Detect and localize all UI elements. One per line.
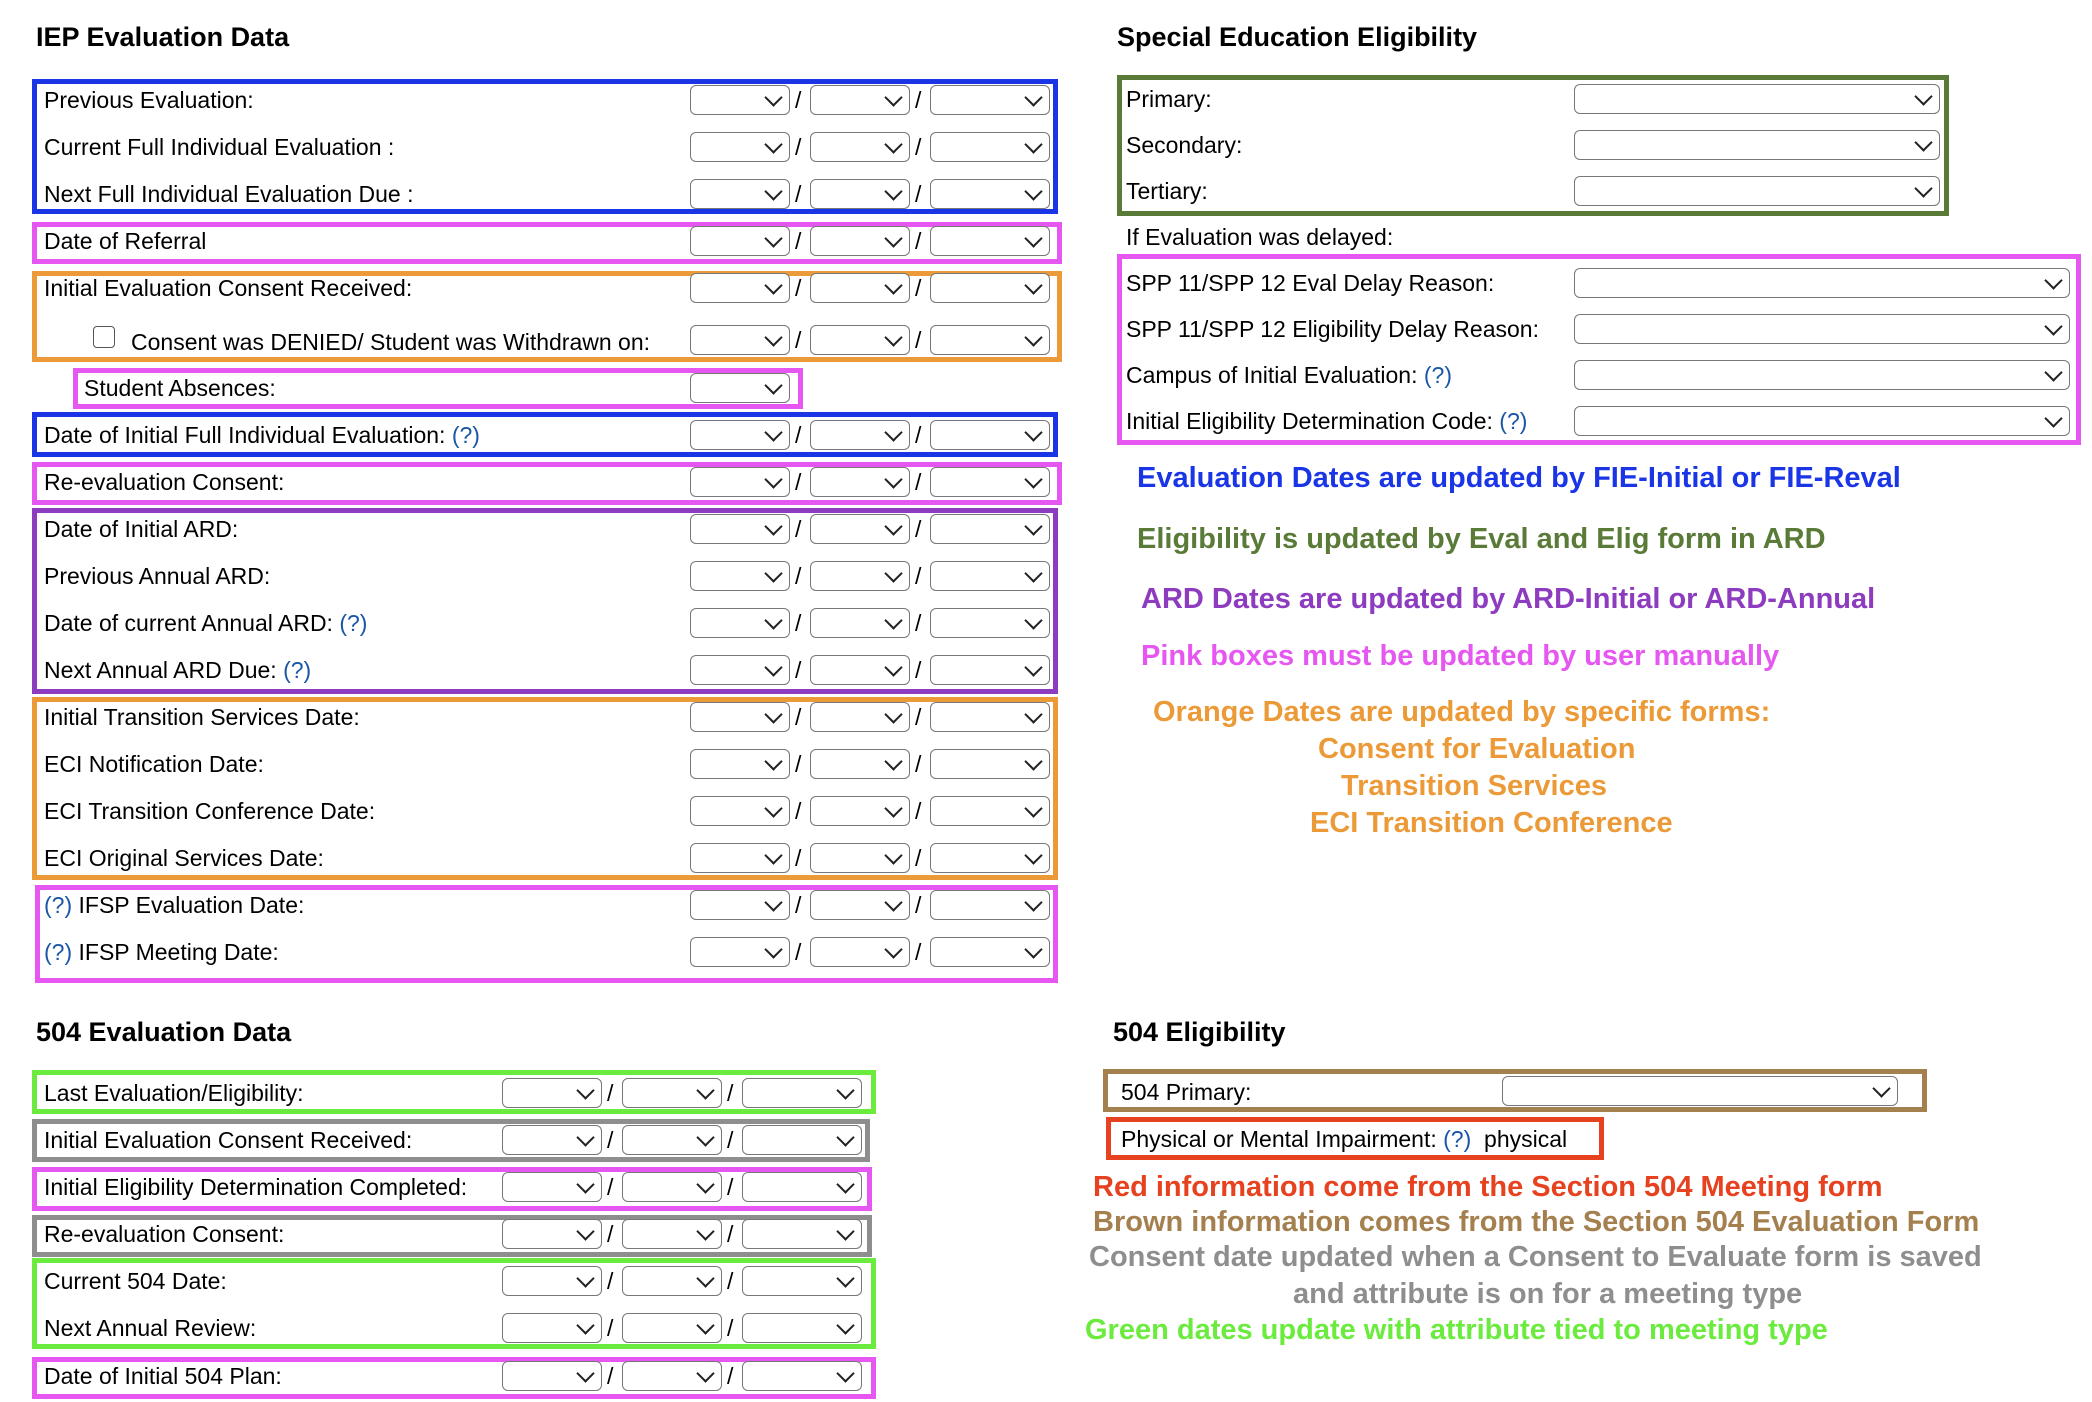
chevron-down-icon — [884, 658, 902, 676]
chevron-down-icon — [884, 276, 902, 294]
ifsp-meeting-text: IFSP Meeting Date: — [78, 939, 279, 965]
legend-orange-title: Orange Dates are updated by specific forms: — [1153, 696, 1771, 728]
if-delayed-label: If Evaluation was delayed: — [1126, 224, 1394, 250]
legend-bright-green: Green dates update with attribute tied to meeting type — [1085, 1314, 1828, 1346]
current-fie-month-select[interactable] — [690, 132, 790, 162]
primary-504-select[interactable] — [1502, 1076, 1898, 1106]
date-separator: / — [915, 87, 922, 113]
secondary-select[interactable] — [1574, 130, 1940, 160]
chevron-down-icon — [696, 1222, 714, 1240]
date-separator: / — [795, 181, 802, 207]
next-fie-due-month-select[interactable] — [690, 179, 790, 209]
chevron-down-icon — [1024, 940, 1042, 958]
date-separator: / — [727, 1174, 734, 1200]
previous-evaluation-day-select[interactable] — [810, 85, 910, 115]
student-absences-select[interactable] — [690, 373, 790, 403]
help-link[interactable]: (?) — [1499, 408, 1528, 434]
previous-annual-ard-day-select[interactable] — [810, 561, 910, 591]
chevron-down-icon — [884, 611, 902, 629]
date-separator: / — [915, 469, 922, 495]
current-annual-ard-label — [44, 609, 367, 637]
chevron-down-icon — [1914, 179, 1932, 197]
legend-gray: Consent date updated when a Consent to Evaluate form is saved — [1089, 1241, 1982, 1273]
consent-504-month-select[interactable] — [502, 1125, 602, 1155]
chevron-down-icon — [764, 705, 782, 723]
last-eval-elig-day-select[interactable] — [622, 1078, 722, 1108]
primary-select[interactable] — [1574, 84, 1940, 114]
next-annual-ard-year-select[interactable] — [930, 655, 1050, 685]
chevron-down-icon — [576, 1128, 594, 1146]
reeval-consent-504-label: Re-evaluation Consent: — [44, 1221, 285, 1247]
eci-notification-day-select[interactable] — [810, 749, 910, 779]
date-separator: / — [607, 1080, 614, 1106]
campus-initial-eval-label — [1126, 361, 1452, 389]
date-separator: / — [607, 1221, 614, 1247]
reeval-consent-month-select[interactable] — [690, 467, 790, 497]
reeval-consent-504-month-select[interactable] — [502, 1219, 602, 1249]
chevron-down-icon — [1024, 705, 1042, 723]
date-separator: / — [915, 751, 922, 777]
legend-blue: Evaluation Dates are updated by FIE-Initial or FIE-Reval — [1137, 462, 1901, 494]
date-separator: / — [915, 939, 922, 965]
initial-elig-completed-label: Initial Eligibility Determination Completed: — [44, 1174, 468, 1200]
date-separator: / — [915, 516, 922, 542]
initial-elig-completed-month-select[interactable] — [502, 1172, 602, 1202]
date-separator: / — [607, 1363, 614, 1389]
initial-elig-code-text: Initial Eligibility Determination Code: — [1126, 408, 1493, 434]
chevron-down-icon — [764, 182, 782, 200]
date-separator: / — [915, 275, 922, 301]
chevron-down-icon — [764, 376, 782, 394]
primary-504-label: 504 Primary: — [1121, 1079, 1252, 1105]
chevron-down-icon — [1024, 893, 1042, 911]
next-annual-ard-text: Next Annual ARD Due: — [44, 657, 277, 683]
help-link[interactable]: (?) — [1443, 1126, 1472, 1152]
date-initial-fie-day-select[interactable] — [810, 420, 910, 450]
chevron-down-icon — [764, 752, 782, 770]
chevron-down-icon — [884, 328, 902, 346]
initial-504-plan-month-select[interactable] — [502, 1361, 602, 1391]
consent-denied-label: Consent was DENIED/ Student was Withdrawn on: — [131, 329, 651, 355]
date-separator: / — [795, 657, 802, 683]
ifsp-evaluation-year-select[interactable] — [930, 890, 1050, 920]
consent-504-day-select[interactable] — [622, 1125, 722, 1155]
impairment-label — [1121, 1125, 1567, 1153]
ifsp-evaluation-text: IFSP Evaluation Date: — [78, 892, 305, 918]
current-504-date-year-select[interactable] — [742, 1266, 862, 1296]
consent-504-year-select[interactable] — [742, 1125, 862, 1155]
chevron-down-icon — [576, 1222, 594, 1240]
date-separator: / — [915, 704, 922, 730]
chevron-down-icon — [884, 940, 902, 958]
student-absences-label: Student Absences: — [84, 375, 276, 401]
chevron-down-icon — [764, 470, 782, 488]
initial-eval-consent-year-select[interactable] — [930, 273, 1050, 303]
current-annual-ard-month-select[interactable] — [690, 608, 790, 638]
eci-transition-conf-label: ECI Transition Conference Date: — [44, 798, 376, 824]
date-separator: / — [607, 1174, 614, 1200]
chevron-down-icon — [696, 1364, 714, 1382]
elig504-section-title: 504 Eligibility — [1113, 1017, 1286, 1047]
initial-elig-code-select[interactable] — [1574, 406, 2070, 436]
campus-initial-eval-select[interactable] — [1574, 360, 2070, 390]
previous-annual-ard-year-select[interactable] — [930, 561, 1050, 591]
date-separator: / — [795, 134, 802, 160]
previous-annual-ard-month-select[interactable] — [690, 561, 790, 591]
date-separator: / — [795, 422, 802, 448]
chevron-down-icon — [764, 940, 782, 958]
chevron-down-icon — [1024, 752, 1042, 770]
reeval-consent-label: Re-evaluation Consent: — [44, 469, 285, 495]
chevron-down-icon — [576, 1081, 594, 1099]
chevron-down-icon — [764, 135, 782, 153]
ifsp-meeting-year-select[interactable] — [930, 937, 1050, 967]
reeval-consent-day-select[interactable] — [810, 467, 910, 497]
initial-elig-code-label — [1126, 407, 1527, 435]
legend-pink: Pink boxes must be updated by user manually — [1141, 640, 1780, 672]
chevron-down-icon — [836, 1364, 854, 1382]
consent-504-label: Initial Evaluation Consent Received: — [44, 1127, 413, 1153]
date-separator: / — [915, 563, 922, 589]
date-of-referral-label: Date of Referral — [44, 228, 207, 254]
chevron-down-icon — [1024, 423, 1042, 441]
date-separator: / — [795, 704, 802, 730]
consent-denied-year-select[interactable] — [930, 325, 1050, 355]
chevron-down-icon — [764, 564, 782, 582]
chevron-down-icon — [836, 1128, 854, 1146]
chevron-down-icon — [764, 658, 782, 676]
next-annual-ard-day-select[interactable] — [810, 655, 910, 685]
ifsp-evaluation-label — [44, 891, 304, 919]
chevron-down-icon — [1914, 87, 1932, 105]
chevron-down-icon — [2044, 409, 2062, 427]
chevron-down-icon — [836, 1222, 854, 1240]
initial-transition-label: Initial Transition Services Date: — [44, 704, 360, 730]
impairment-label-text: Physical or Mental Impairment: — [1121, 1126, 1437, 1152]
date-separator: / — [795, 275, 802, 301]
current-fie-label: Current Full Individual Evaluation : — [44, 134, 395, 160]
next-fie-due-day-select[interactable] — [810, 179, 910, 209]
date-separator: / — [795, 469, 802, 495]
date-initial-fie-month-select[interactable] — [690, 420, 790, 450]
initial-elig-completed-day-select[interactable] — [622, 1172, 722, 1202]
campus-initial-eval-text: Campus of Initial Evaluation: — [1126, 362, 1418, 388]
chevron-down-icon — [696, 1175, 714, 1193]
date-separator: / — [607, 1315, 614, 1341]
chevron-down-icon — [836, 1269, 854, 1287]
date-of-referral-month-select[interactable] — [690, 226, 790, 256]
date-separator: / — [795, 939, 802, 965]
ifsp-evaluation-month-select[interactable] — [690, 890, 790, 920]
spp-eval-delay-select[interactable] — [1574, 268, 2070, 298]
spp-eval-delay-label: SPP 11/SPP 12 Eval Delay Reason: — [1126, 270, 1495, 296]
current-annual-ard-text: Date of current Annual ARD: — [44, 610, 333, 636]
chevron-down-icon — [764, 611, 782, 629]
eci-original-services-day-select[interactable] — [810, 843, 910, 873]
ifsp-evaluation-day-select[interactable] — [810, 890, 910, 920]
previous-evaluation-month-select[interactable] — [690, 85, 790, 115]
initial-eval-consent-label: Initial Evaluation Consent Received: — [44, 275, 413, 301]
eci-transition-conf-year-select[interactable] — [930, 796, 1050, 826]
eci-transition-conf-month-select[interactable] — [690, 796, 790, 826]
current-fie-year-select[interactable] — [930, 132, 1050, 162]
chevron-down-icon — [576, 1364, 594, 1382]
date-initial-fie-text: Date of Initial Full Individual Evaluation: — [44, 422, 446, 448]
chevron-down-icon — [2044, 363, 2062, 381]
next-annual-review-day-select[interactable] — [622, 1313, 722, 1343]
chevron-down-icon — [1024, 328, 1042, 346]
next-annual-review-label: Next Annual Review: — [44, 1315, 257, 1341]
spp-elig-delay-label: SPP 11/SPP 12 Eligibility Delay Reason: — [1126, 316, 1539, 342]
chevron-down-icon — [1024, 517, 1042, 535]
chevron-down-icon — [836, 1316, 854, 1334]
eval504-section-title: 504 Evaluation Data — [36, 1017, 292, 1047]
date-separator: / — [795, 563, 802, 589]
date-initial-ard-year-select[interactable] — [930, 514, 1050, 544]
legend-orange-item: ECI Transition Conference — [1310, 807, 1673, 839]
date-separator: / — [915, 610, 922, 636]
chevron-down-icon — [764, 846, 782, 864]
legend-purple: ARD Dates are updated by ARD-Initial or ARD-Annual — [1141, 583, 1876, 615]
initial-transition-year-select[interactable] — [930, 702, 1050, 732]
date-initial-ard-label: Date of Initial ARD: — [44, 516, 239, 542]
date-separator: / — [795, 892, 802, 918]
chevron-down-icon — [884, 705, 902, 723]
chevron-down-icon — [884, 229, 902, 247]
chevron-down-icon — [764, 893, 782, 911]
next-annual-ard-month-select[interactable] — [690, 655, 790, 685]
last-eval-elig-month-select[interactable] — [502, 1078, 602, 1108]
chevron-down-icon — [764, 88, 782, 106]
chevron-down-icon — [1024, 658, 1042, 676]
tertiary-label: Tertiary: — [1126, 178, 1208, 204]
chevron-down-icon — [836, 1081, 854, 1099]
chevron-down-icon — [1024, 564, 1042, 582]
date-separator: / — [915, 798, 922, 824]
initial-504-plan-year-select[interactable] — [742, 1361, 862, 1391]
legend-red: Red information come from the Section 504 Meeting form — [1093, 1171, 1883, 1203]
chevron-down-icon — [884, 799, 902, 817]
date-initial-ard-day-select[interactable] — [810, 514, 910, 544]
legend-orange-item: Consent for Evaluation — [1318, 733, 1636, 765]
date-separator: / — [727, 1127, 734, 1153]
date-separator: / — [795, 798, 802, 824]
legend-orange-item: Transition Services — [1341, 770, 1607, 802]
iep-section-title: IEP Evaluation Data — [36, 22, 290, 52]
previous-annual-ard-label: Previous Annual ARD: — [44, 563, 271, 589]
reeval-consent-year-select[interactable] — [930, 467, 1050, 497]
initial-504-plan-day-select[interactable] — [622, 1361, 722, 1391]
chevron-down-icon — [884, 752, 902, 770]
date-initial-fie-label — [44, 421, 480, 449]
initial-elig-completed-year-select[interactable] — [742, 1172, 862, 1202]
next-fie-due-label: Next Full Individual Evaluation Due : — [44, 181, 414, 207]
chevron-down-icon — [576, 1269, 594, 1287]
chevron-down-icon — [764, 517, 782, 535]
help-link[interactable]: (?) — [1423, 362, 1453, 388]
chevron-down-icon — [1024, 846, 1042, 864]
chevron-down-icon — [764, 328, 782, 346]
initial-eval-consent-month-select[interactable] — [690, 273, 790, 303]
initial-504-plan-label: Date of Initial 504 Plan: — [44, 1363, 282, 1389]
chevron-down-icon — [884, 423, 902, 441]
chevron-down-icon — [1024, 229, 1042, 247]
date-separator: / — [915, 892, 922, 918]
date-separator: / — [915, 181, 922, 207]
legend-brown: Brown information comes from the Section 504 Evaluation Form — [1093, 1206, 1980, 1238]
eci-original-services-label: ECI Original Services Date: — [44, 845, 324, 871]
date-of-referral-day-select[interactable] — [810, 226, 910, 256]
chevron-down-icon — [764, 799, 782, 817]
chevron-down-icon — [764, 423, 782, 441]
next-annual-review-month-select[interactable] — [502, 1313, 602, 1343]
chevron-down-icon — [696, 1081, 714, 1099]
help-link[interactable]: (?) — [339, 610, 368, 636]
chevron-down-icon — [884, 893, 902, 911]
initial-eval-consent-day-select[interactable] — [810, 273, 910, 303]
ifsp-meeting-day-select[interactable] — [810, 937, 910, 967]
current-fie-day-select[interactable] — [810, 132, 910, 162]
chevron-down-icon — [1024, 799, 1042, 817]
chevron-down-icon — [884, 135, 902, 153]
date-separator: / — [727, 1268, 734, 1294]
initial-transition-month-select[interactable] — [690, 702, 790, 732]
chevron-down-icon — [1024, 276, 1042, 294]
eci-notification-month-select[interactable] — [690, 749, 790, 779]
ifsp-meeting-label — [44, 938, 279, 966]
chevron-down-icon — [2044, 271, 2062, 289]
chevron-down-icon — [1872, 1079, 1890, 1097]
next-annual-review-year-select[interactable] — [742, 1313, 862, 1343]
secondary-label: Secondary: — [1126, 132, 1243, 158]
ifsp-meeting-month-select[interactable] — [690, 937, 790, 967]
previous-evaluation-year-select[interactable] — [930, 85, 1050, 115]
date-separator: / — [795, 228, 802, 254]
spp-elig-delay-select[interactable] — [1574, 314, 2070, 344]
date-separator: / — [795, 516, 802, 542]
date-separator: / — [915, 422, 922, 448]
date-separator: / — [915, 134, 922, 160]
chevron-down-icon — [1024, 470, 1042, 488]
date-separator: / — [727, 1363, 734, 1389]
last-eval-elig-year-select[interactable] — [742, 1078, 862, 1108]
chevron-down-icon — [576, 1316, 594, 1334]
chevron-down-icon — [884, 564, 902, 582]
sped-section-title: Special Education Eligibility — [1117, 22, 1478, 52]
consent-denied-month-select[interactable] — [690, 325, 790, 355]
eci-notification-year-select[interactable] — [930, 749, 1050, 779]
date-separator: / — [607, 1127, 614, 1153]
eci-original-services-month-select[interactable] — [690, 843, 790, 873]
chevron-down-icon — [884, 846, 902, 864]
date-separator: / — [795, 845, 802, 871]
chevron-down-icon — [1914, 133, 1932, 151]
previous-evaluation-label: Previous Evaluation: — [44, 87, 254, 113]
date-separator: / — [727, 1080, 734, 1106]
date-separator: / — [915, 657, 922, 683]
impairment-value: physical — [1484, 1126, 1568, 1152]
chevron-down-icon — [1024, 182, 1042, 200]
reeval-consent-504-year-select[interactable] — [742, 1219, 862, 1249]
help-link[interactable]: (?) — [44, 892, 73, 918]
chevron-down-icon — [1024, 135, 1042, 153]
date-separator: / — [915, 845, 922, 871]
chevron-down-icon — [764, 276, 782, 294]
chevron-down-icon — [764, 229, 782, 247]
initial-transition-day-select[interactable] — [810, 702, 910, 732]
chevron-down-icon — [836, 1175, 854, 1193]
current-504-date-label: Current 504 Date: — [44, 1268, 227, 1294]
next-fie-due-year-select[interactable] — [930, 179, 1050, 209]
consent-denied-day-select[interactable] — [810, 325, 910, 355]
chevron-down-icon — [1024, 611, 1042, 629]
chevron-down-icon — [696, 1269, 714, 1287]
chevron-down-icon — [884, 182, 902, 200]
legend-green: Eligibility is updated by Eval and Elig form in ARD — [1137, 523, 1826, 555]
consent-denied-checkbox[interactable] — [93, 326, 115, 348]
date-separator: / — [915, 327, 922, 353]
current-annual-ard-day-select[interactable] — [810, 608, 910, 638]
chevron-down-icon — [1024, 88, 1042, 106]
date-separator: / — [915, 228, 922, 254]
date-separator: / — [795, 610, 802, 636]
date-separator: / — [795, 87, 802, 113]
current-504-date-month-select[interactable] — [502, 1266, 602, 1296]
last-eval-elig-label: Last Evaluation/Eligibility: — [44, 1080, 304, 1106]
eci-original-services-year-select[interactable] — [930, 843, 1050, 873]
date-separator: / — [727, 1315, 734, 1341]
current-annual-ard-year-select[interactable] — [930, 608, 1050, 638]
chevron-down-icon — [884, 470, 902, 488]
chevron-down-icon — [884, 517, 902, 535]
current-504-date-day-select[interactable] — [622, 1266, 722, 1296]
eci-notification-label: ECI Notification Date: — [44, 751, 264, 777]
date-separator: / — [795, 751, 802, 777]
date-separator: / — [607, 1268, 614, 1294]
help-link[interactable]: (?) — [451, 422, 480, 448]
help-link[interactable]: (?) — [44, 939, 73, 965]
help-link[interactable]: (?) — [283, 657, 312, 683]
legend-gray: and attribute is on for a meeting type — [1293, 1278, 1803, 1310]
chevron-down-icon — [884, 88, 902, 106]
tertiary-select[interactable] — [1574, 176, 1940, 206]
date-separator: / — [795, 327, 802, 353]
date-of-referral-year-select[interactable] — [930, 226, 1050, 256]
date-initial-fie-year-select[interactable] — [930, 420, 1050, 450]
date-separator: / — [727, 1221, 734, 1247]
chevron-down-icon — [696, 1316, 714, 1334]
chevron-down-icon — [696, 1128, 714, 1146]
chevron-down-icon — [2044, 317, 2062, 335]
next-annual-ard-label — [44, 656, 311, 684]
chevron-down-icon — [576, 1175, 594, 1193]
reeval-consent-504-day-select[interactable] — [622, 1219, 722, 1249]
eci-transition-conf-day-select[interactable] — [810, 796, 910, 826]
primary-label: Primary: — [1126, 86, 1212, 112]
date-initial-ard-month-select[interactable] — [690, 514, 790, 544]
